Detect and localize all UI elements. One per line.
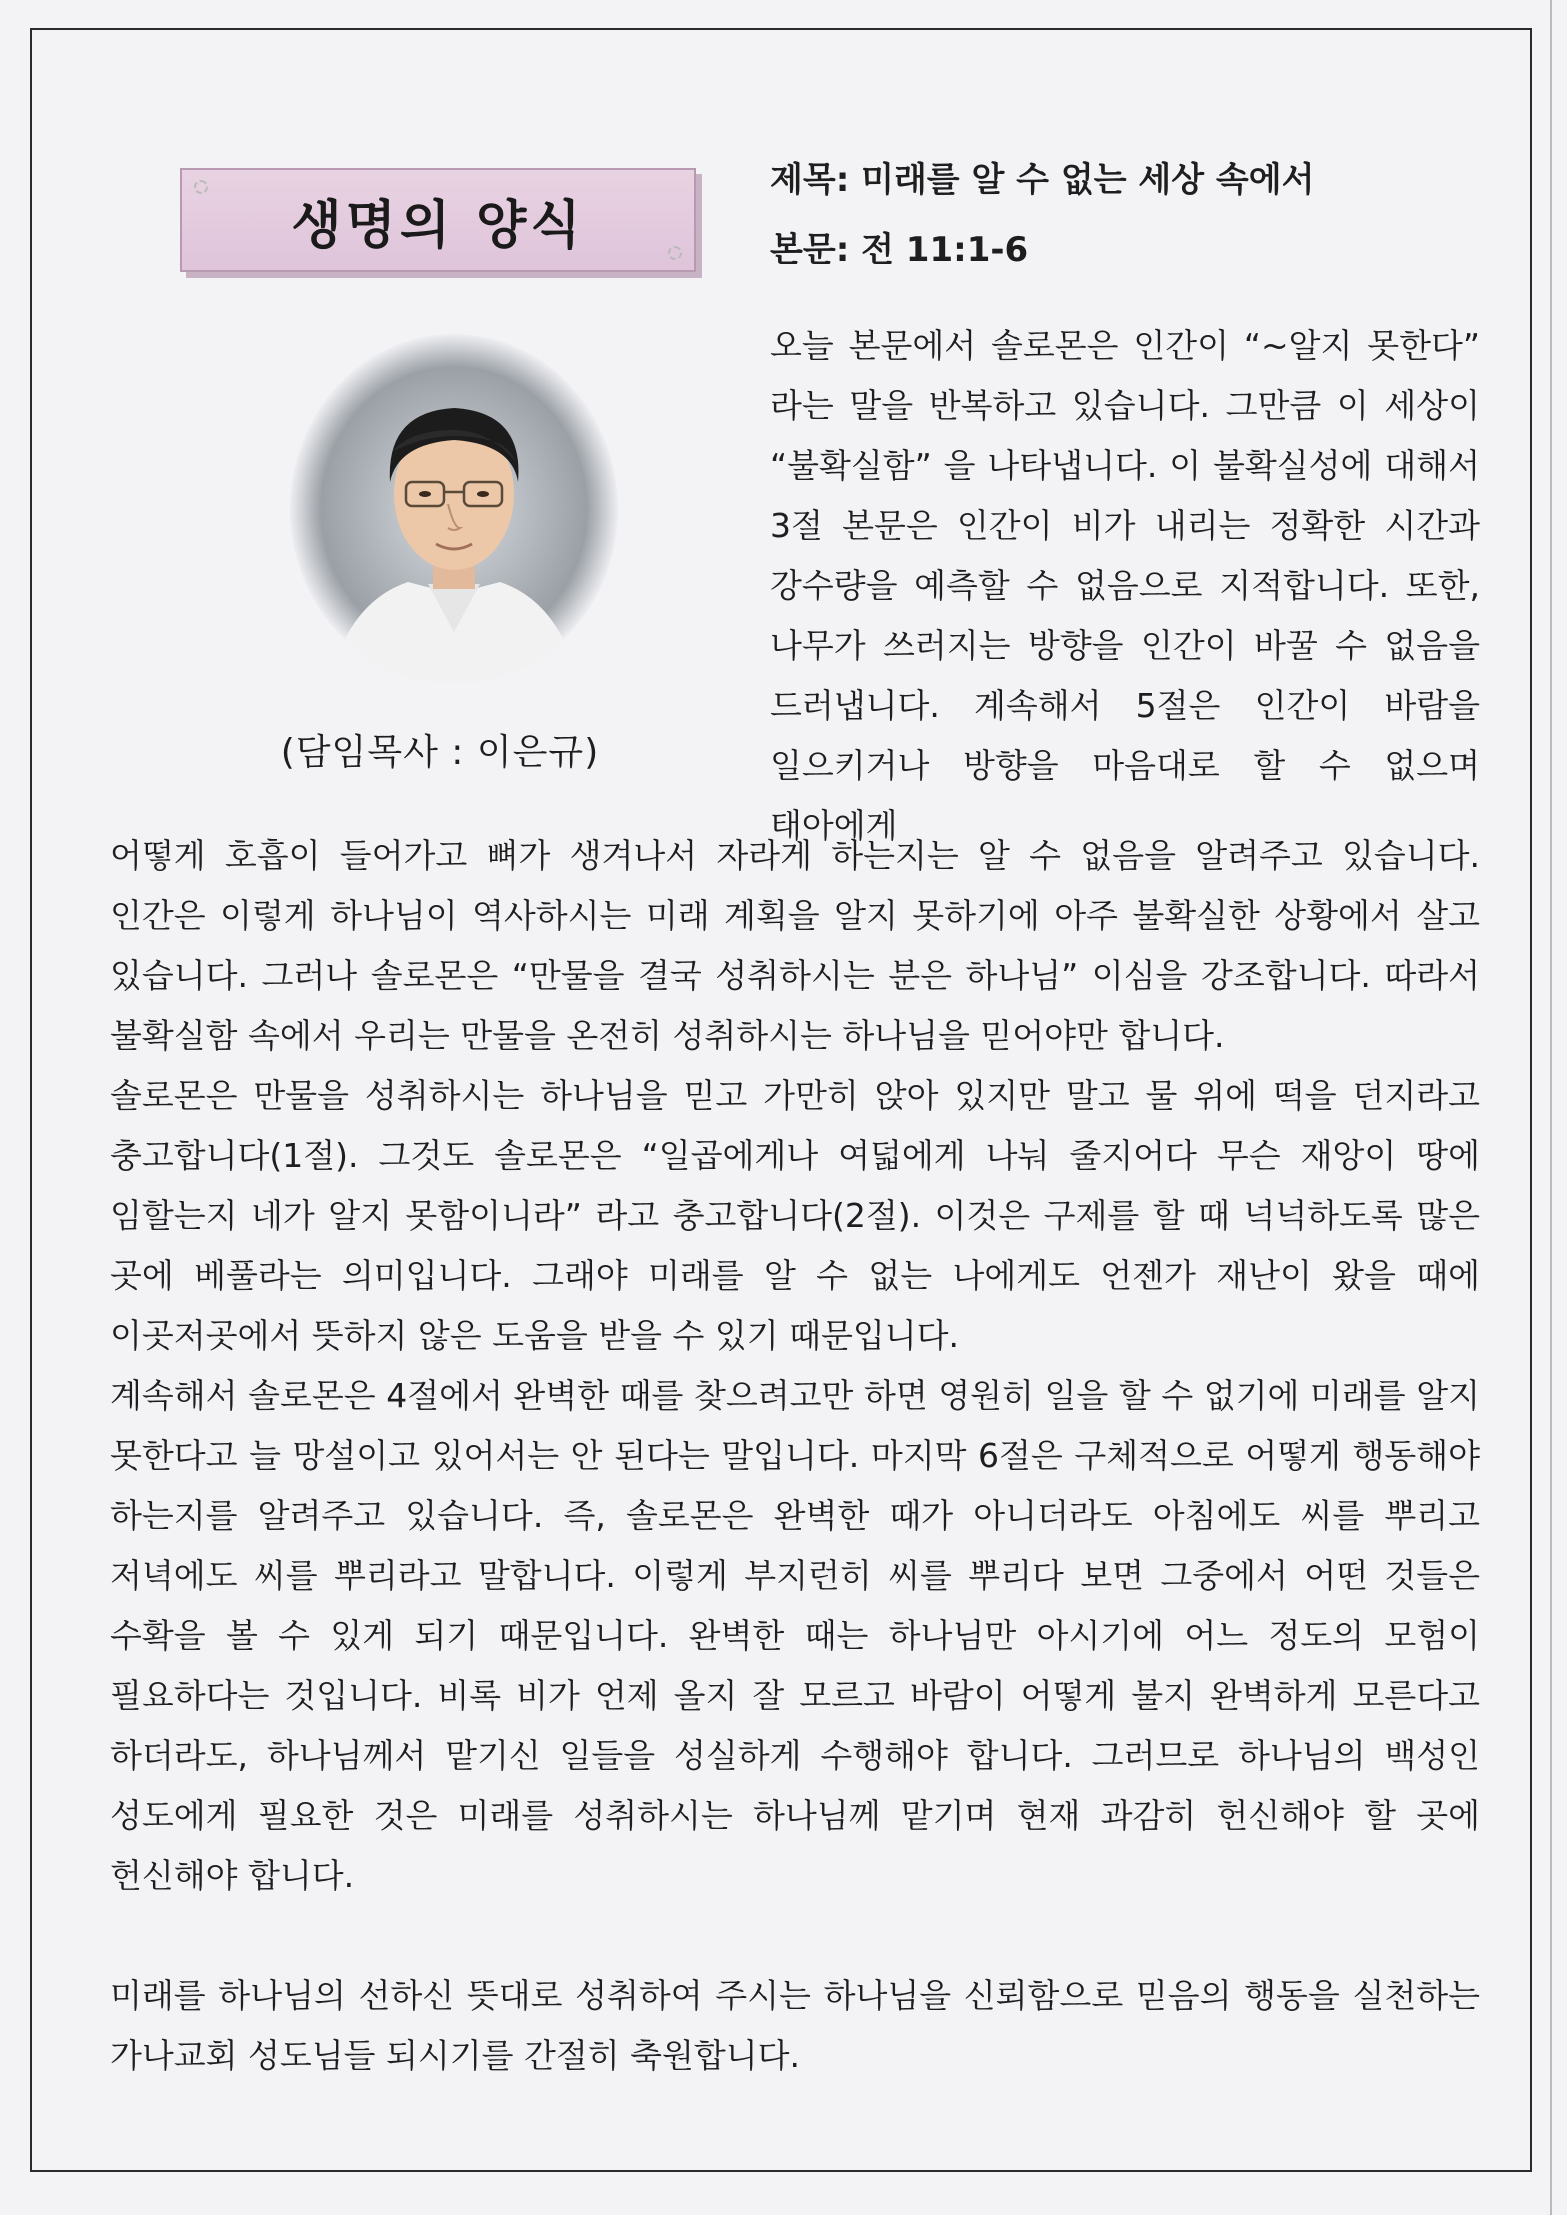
sermon-paragraph-4: 미래를 하나님의 선하신 뜻대로 성취하여 주시는 하나님을 신뢰함으로 믿음의 행동을 실천하는 가나교회 성도님들 되시기를 간절히 축원합니다. (110, 1976, 1480, 2075)
sermon-paragraph-1-continued: 어떻게 호흡이 들어가고 뼈가 생겨나서 자라게 하는지는 알 수 없음을 알려주고 있습니다. 인간은 이렇게 하나님이 역사하시는 미래 계획을 알지 못하기에 아주 불확실한 상황에서 살고 있습니다. 그러나 솔로몬은 “만물을 결국 성취하시는 분은 하나님” 이심을 강조합니다. 따라서 불확실함 속에서 우리는 만물을 온전히 성취하시는 하나님을 믿어야만 합니다. (110, 836, 1480, 1055)
sermon-paragraph-3: 계속해서 솔로몬은 4절에서 완벽한 때를 찾으려고만 하면 영원히 일을 할 수 없기에 미래를 알지 못한다고 늘 망설이고 있어서는 안 된다는 말입니다. 마지막 6절은 구체적으로 어떻게 행동해야 하는지를 알려주고 있습니다. 즉, 솔로몬은 완벽한 때가 아니더라도 아침에도 씨를 뿌리고 저녁에도 씨를 뿌리라고 말합니다. 이렇게 부지런히 씨를 뿌리다 보면 그중에서 어떤 것들은 수확을 볼 수 있게 되기 때문입니다. 완벽한 때는 하나님만 아시기에 어느 정도의 모험이 필요하다는 것입니다. 비록 비가 언제 올지 잘 모르고 바람이 어떻게 불지 완벽하게 모른다고 하더라도, 하나님께서 맡기신 일들을 성실하게 수행해야 합니다. 그러므로 하나님의 백성인 성도에게 필요한 것은 미래를 성취하시는 하나님께 맡기며 현재 과감히 헌신해야 할 곳에 헌신해야 합니다. (110, 1376, 1480, 1895)
sermon-paragraph-2: 솔로몬은 만물을 성취하시는 하나님을 믿고 가만히 앉아 있지만 말고 물 위에 떡을 던지라고 충고합니다(1절). 그것도 솔로몬은 “일곱에게나 여덟에게 나눠 줄지어다 무슨 재앙이 땅에 임할는지 네가 알지 못함이니라” 라고 충고합니다(2절). 이것은 구제를 할 때 넉넉하도록 많은 곳에 베풀라는 의미입니다. 그래야 미래를 알 수 없는 나에게도 언젠가 재난이 왔을 때에 이곳저곳에서 뜻하지 않은 도움을 받을 수 있기 때문입니다. (110, 1076, 1480, 1355)
pastor-portrait (288, 332, 620, 686)
flower-ornament-icon (194, 180, 208, 194)
scan-edge-line (1550, 0, 1552, 2215)
sermon-subject: 제목: 미래를 알 수 없는 세상 속에서 (770, 160, 1315, 200)
sermon-scripture: 본문: 전 11:1-6 (770, 230, 1029, 270)
flower-ornament-icon (668, 246, 682, 260)
column-title: 생명의 양식 (291, 194, 585, 256)
column-title-banner (180, 168, 696, 272)
pastor-caption: (담임목사 : 이은규) (280, 732, 600, 773)
sermon-paragraph-1-column: 오늘 본문에서 솔로몬은 인간이 “~알지 못한다” 라는 말을 반복하고 있습니다. 그만큼 이 세상이 “불확실함” 을 나타냅니다. 이 불확실성에 대해서 3절 본문은 인간이 비가 내리는 정확한 시간과 강수량을 예측할 수 없음으로 지적합니다. 또한, 나무가 쓰러지는 방향을 인간이 바꿀 수 없음을 드러냅니다. 계속해서 5절은 인간이 바람을 일으키거나 방향을 마음대로 할 수 없으며 태아에게 (770, 326, 1480, 845)
